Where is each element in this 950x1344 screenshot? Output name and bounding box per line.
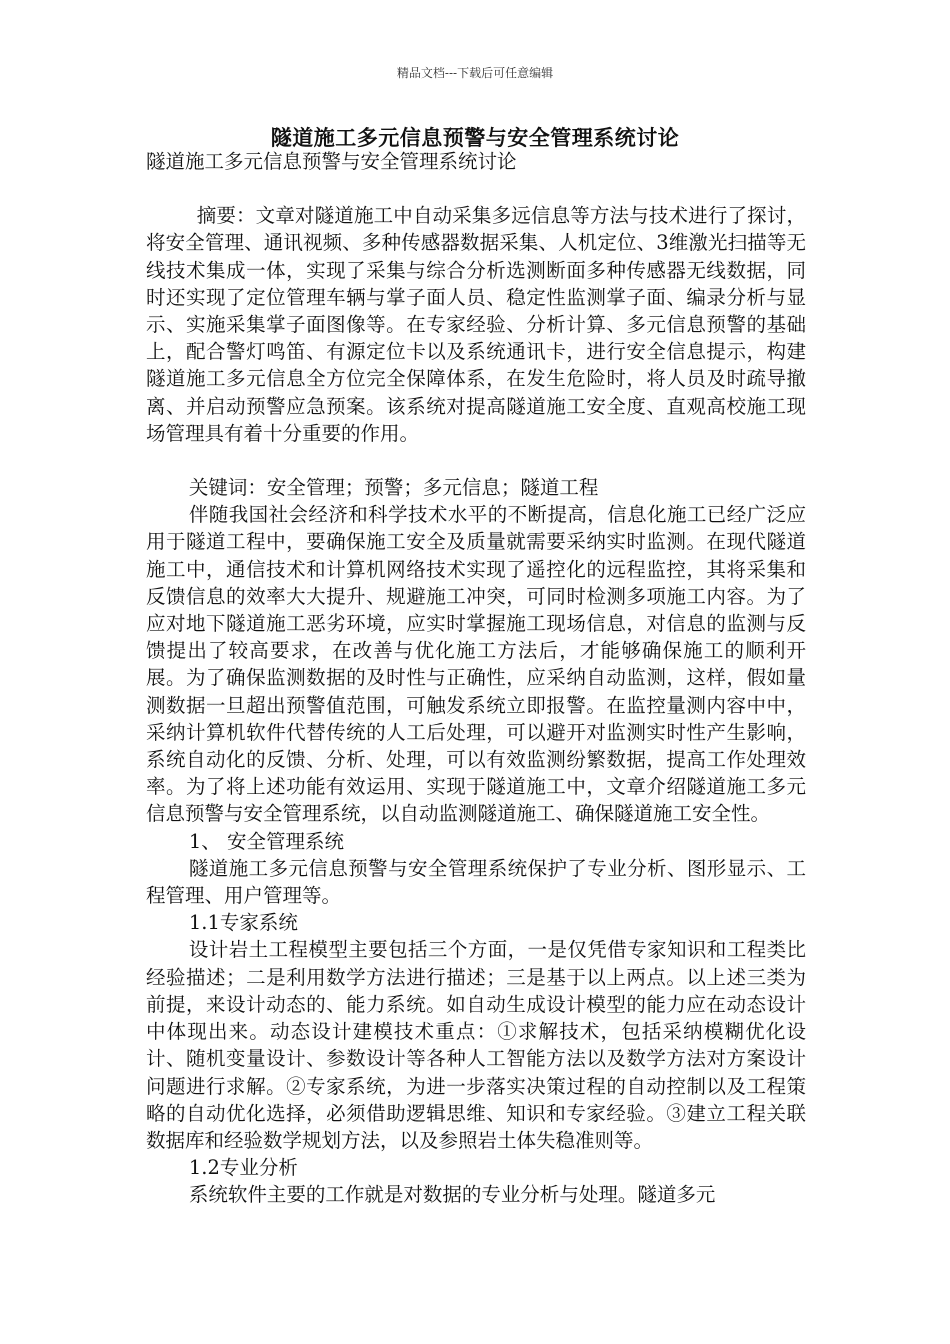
section-1-heading: 1、 安全管理系统 xyxy=(188,829,344,853)
document-body xyxy=(146,148,806,1209)
section-1-2-heading: 1.2专业分析 xyxy=(188,1156,298,1180)
intro-paragraph: 伴随我国社会经济和科学技术水平的不断提高，信息化施工已经广泛应用于隧道工程中，要确保施工安全及质量就需要采纳实时监测。在现代隧道施工中，通信技术和计算机网络技术实现了遥控化的远程监控，其将采集和反馈信息的效率大大提升、规避施工冲突，可同时检测多项施工内容。为了应对地下隧道施工恶劣环境，应实时掌握施工现场信息，对信息的监测与反馈提出了较高要求，在改善与优化施工方法后，才能够确保施工的顺利开展。为了确保监测数据的及时性与正确性，应采纳自动监测，这样，假如量测数据一旦超出预警值范围，可触发系统立即报警。在监控量测内容中中，采纳计算机软件代替传统的人工后处理，可以避开对监测实时性产生影响，系统自动化的反馈、分析、处理，可以有效监测纷繁数据，提高工作处理效率。为了将上述功能有效运用、实现于隧道施工中，文章介绍隧道施工多元信息预警与安全管理系统，以自动监测隧道施工、确保隧道施工安全性。 xyxy=(146,503,806,826)
blank-line xyxy=(146,447,806,474)
document-subtitle: 隧道施工多元信息预警与安全管理系统讨论 xyxy=(146,150,517,173)
section-1-2-paragraph: 系统软件主要的工作就是对数据的专业分析与处理。隧道多元 xyxy=(188,1183,716,1207)
document-title: 隧道施工多元信息预警与安全管理系统讨论 xyxy=(270,125,680,150)
page-header-note: 精品文档---下载后可任意编辑 xyxy=(396,66,554,80)
keywords-line: 关键词：安全管理；预警；多元信息；隧道工程 xyxy=(188,476,599,500)
section-1-paragraph: 隧道施工多元信息预警与安全管理系统保护了专业分析、图形显示、工程管理、用户管理等。 xyxy=(146,856,806,908)
abstract-paragraph: 摘要：文章对隧道施工中自动采集多远信息等方法与技术进行了探讨，将安全管理、通讯视频、多种传感器数据采集、人机定位、3维激光扫描等无线技术集成一体，实现了采集与综合分析选测断面多种传感器无线数据，同时还实现了定位管理车辆与掌子面人员、稳定性监测掌子面、编录分析与显示、实施采集掌子面图像等。在专家经验、分析计算、多元信息预警的基础上，配合警灯鸣笛、有源定位卡以及系统通讯卡，进行安全信息提示，构建隧道施工多元信息全方位完全保障体系，在发生危险时，将人员及时疏导撤离、并启动预警应急预案。该系统对提高隧道施工安全度、直观高校施工现场管理具有着十分重要的作用。 xyxy=(146,204,806,445)
section-1-1-heading: 1.1专家系统 xyxy=(188,911,298,935)
blank-line xyxy=(146,175,806,202)
section-1-1-paragraph: 设计岩土工程模型主要包括三个方面，一是仅凭借专家知识和工程类比经验描述；二是利用数学方法进行描述；三是基于以上两点。以上述三类为前提，来设计动态的、能力系统。如自动生成设计模型的能力应在动态设计中体现出来。动态设计建模技术重点：①求解技术，包括采纳模糊优化设计、随机变量设计、参数设计等各种人工智能方法以及数学方法对方案设计问题进行求解。②专家系统，为进一步落实决策过程的自动控制以及工程策略的自动优化选择，必须借助逻辑思维、知识和专家经验。③建立工程关联数据库和经验数学规划方法，以及参照岩土体失稳准则等。 xyxy=(146,938,806,1152)
